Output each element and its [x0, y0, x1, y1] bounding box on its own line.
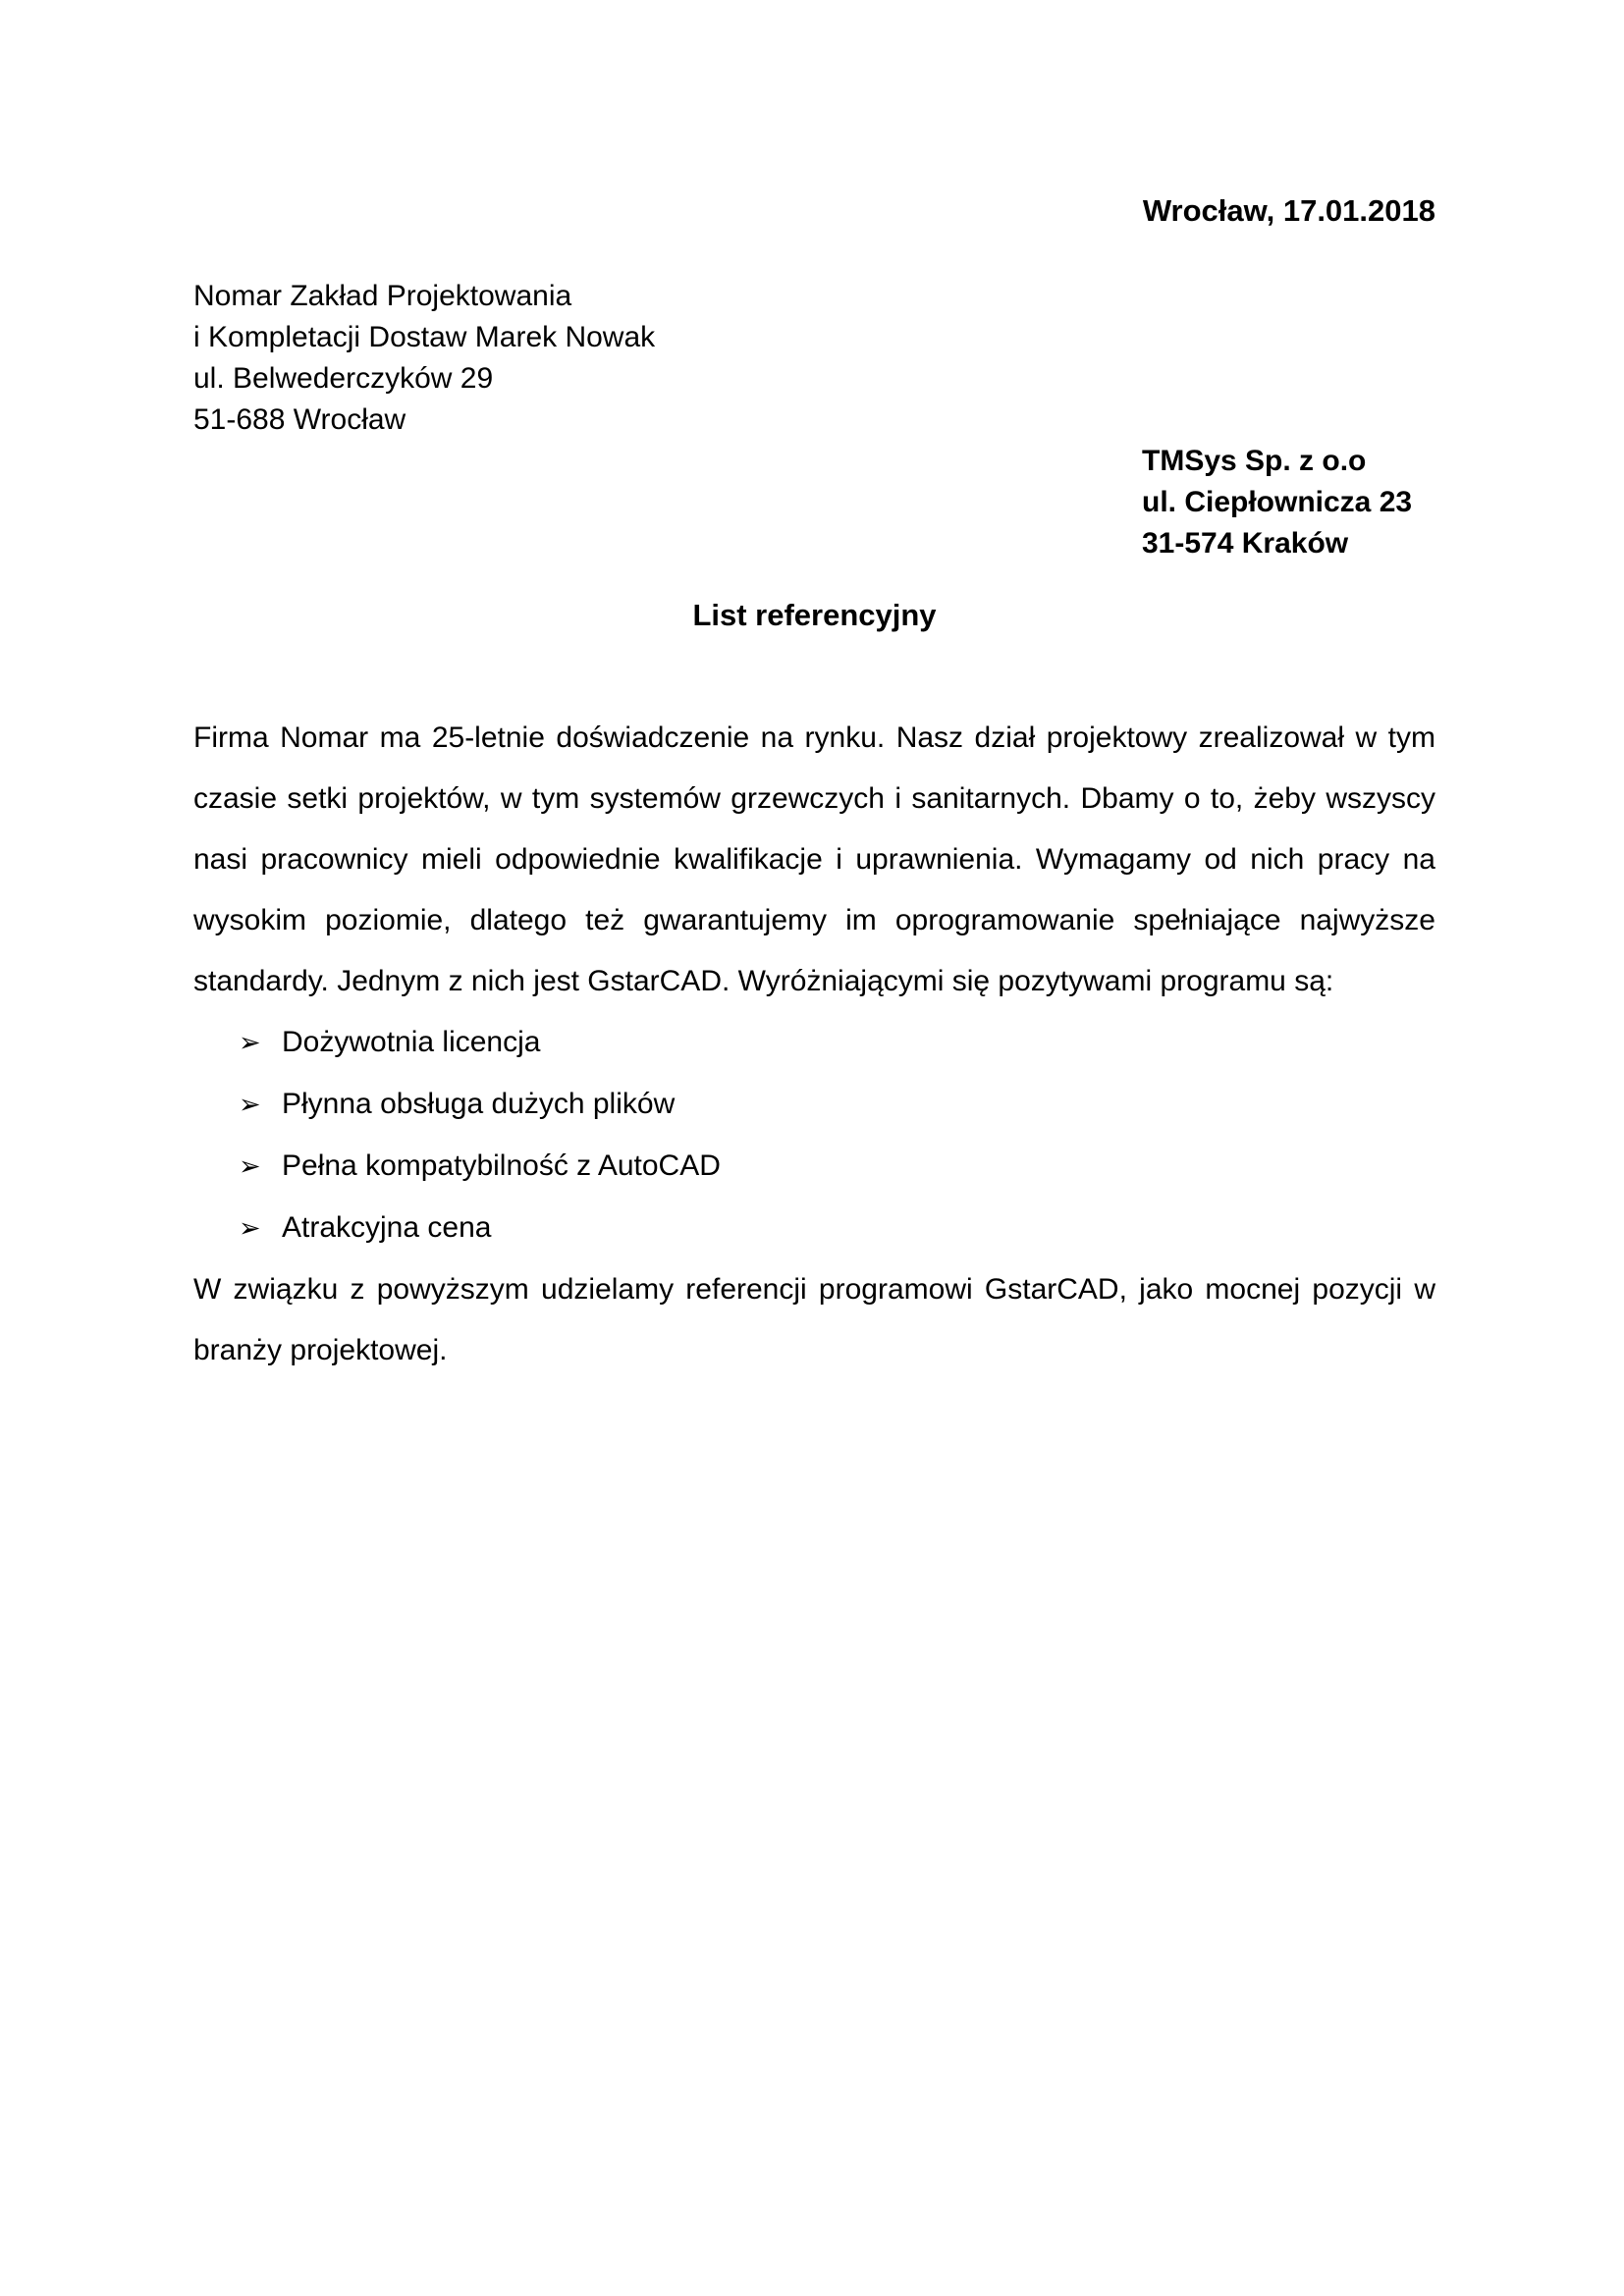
- text-line: i Kompletacji Dostaw Marek Nowak: [193, 321, 656, 353]
- bullet-text: Dożywotnia licencja: [282, 1026, 541, 1058]
- text-line: W związku z powyższym udzielamy referencji programowi GstarCAD, jako mocnej pozycji w: [193, 1273, 1435, 1306]
- text-line: wysokim poziomie, dlatego też gwarantujemy im oprogramowanie spełniające najwyższe: [193, 904, 1435, 936]
- bullet-item: [193, 1198, 1435, 1259]
- bullet-text: Płynna obsługa dużych plików: [282, 1088, 676, 1120]
- bullet-item: [193, 1074, 1435, 1136]
- document-title: List referencyjny: [692, 598, 937, 632]
- text-line: standardy. Jednym z nich jest GstarCAD. Wyróżniającymi się pozytywami programu są:: [193, 965, 1334, 997]
- body-paragraph-1: [193, 708, 1435, 1012]
- text-line: Firma Nomar ma 25-letnie doświadczenie na rynku. Nasz dział projektowy zrealizował w tym: [193, 721, 1435, 754]
- arrow-bullet-icon: ➢: [239, 1090, 261, 1120]
- bullet-list: [193, 1012, 1435, 1259]
- arrow-bullet-icon: ➢: [239, 1151, 261, 1182]
- bullet-item: [193, 1012, 1435, 1074]
- text-line: 51-688 Wrocław: [193, 403, 406, 436]
- body-paragraph-2: [193, 1259, 1435, 1381]
- text-line: czasie setki projektów, w tym systemów grzewczych i sanitarnych. Dbamy o to, żeby wszyscy: [193, 782, 1435, 815]
- text-line: ul. Belwederczyków 29: [193, 362, 494, 395]
- bullet-text: Pełna kompatybilność z AutoCAD: [282, 1149, 721, 1182]
- sender-address-block: [193, 276, 1435, 441]
- text-line: TMSys Sp. z o.o: [1142, 445, 1367, 477]
- text-line: ul. Ciepłownicza 23: [1142, 486, 1413, 518]
- date-line: Wrocław, 17.01.2018: [1142, 193, 1435, 228]
- text-line: 31-574 Kraków: [1142, 527, 1349, 560]
- arrow-bullet-icon: ➢: [239, 1028, 261, 1058]
- bullet-text: Atrakcyjna cena: [282, 1211, 492, 1244]
- text-line: branży projektowej.: [193, 1334, 448, 1366]
- arrow-bullet-icon: ➢: [239, 1213, 261, 1244]
- text-line: Nomar Zakład Projektowania: [193, 280, 572, 312]
- bullet-item: [193, 1136, 1435, 1198]
- text-line: nasi pracownicy mieli odpowiednie kwalifikacje i uprawnienia. Wymagamy od nich pracy na: [193, 843, 1435, 876]
- recipient-address-block: [1142, 441, 1435, 564]
